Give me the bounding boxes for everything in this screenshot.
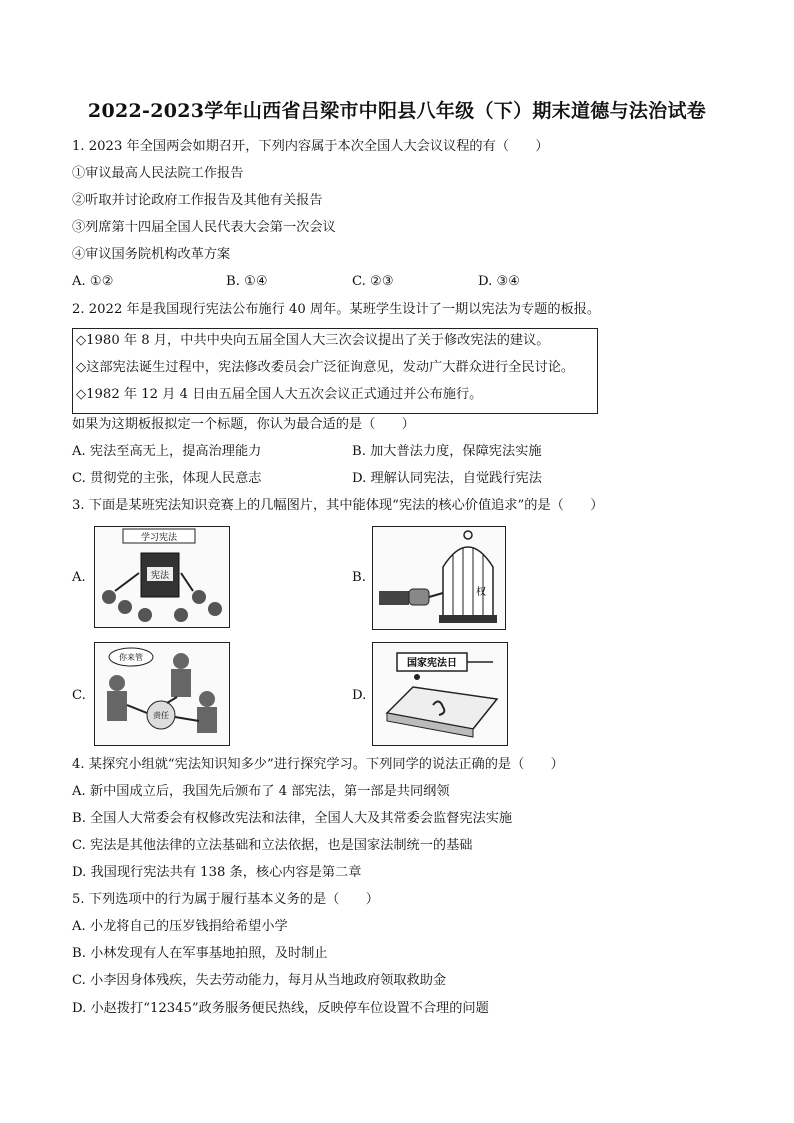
q1-option-d[interactable]: D. ③④	[478, 274, 521, 289]
q5-stem: 5. 下列选项中的行为属于履行基本义务的是（ ）	[72, 892, 379, 907]
q2-board-line-2: ◇这部宪法诞生过程中，宪法修改委员会广泛征询意见，发动广大群众进行全民讨论。	[76, 360, 575, 375]
q2-option-b[interactable]: B. 加大普法力度，保障宪法实施	[352, 444, 542, 459]
q2-option-a[interactable]: A. 宪法至高无上，提高治理能力	[72, 444, 262, 459]
q3-label-c[interactable]: C.	[72, 688, 86, 703]
q4-option-d[interactable]: D. 我国现行宪法共有 138 条，核心内容是第二章	[72, 865, 362, 880]
q3-picture-b[interactable]	[372, 526, 506, 630]
q5-option-b[interactable]: B. 小林发现有人在军事基地拍照，及时制止	[72, 946, 328, 961]
q2-board-line-3: ◇1982 年 12 月 4 日由五届全国人大五次会议正式通过并公布施行。	[76, 387, 483, 402]
q5-option-c[interactable]: C. 小李因身体残疾，失去劳动能力，每月从当地政府领取救助金	[72, 973, 447, 988]
q2-board-box	[72, 328, 598, 414]
exam-title: 2022-2023学年山西省吕梁市中阳县八年级（下）期末道德与法治试卷	[87, 100, 707, 122]
pic-c-ball: 责任	[153, 711, 169, 720]
pic-a-book: 宪法	[150, 571, 170, 581]
q1-item-1: ①审议最高人民法院工作报告	[72, 166, 244, 181]
q3-label-a[interactable]: A.	[72, 570, 86, 585]
q1-item-3: ③列席第十四届全国人民代表大会第一次会议	[72, 220, 336, 235]
q1-option-b[interactable]: B. ①④	[226, 274, 268, 289]
q3-stem: 3. 下面是某班宪法知识竞赛上的几幅图片，其中能体现“宪法的核心价值追求”的是（ ）	[72, 498, 604, 513]
pic-d-sign: 国家宪法日	[407, 658, 457, 669]
q1-option-a[interactable]: A. ①②	[72, 274, 114, 289]
q3-picture-d[interactable]	[372, 642, 508, 746]
q3-label-b[interactable]: B.	[352, 570, 366, 585]
q3-label-d[interactable]: D.	[352, 688, 367, 703]
q4-option-b[interactable]: B. 全国人大常委会有权修改宪法和法律，全国人大及其常委会监督宪法实施	[72, 811, 513, 826]
q4-option-c[interactable]: C. 宪法是其他法律的立法基础和立法依据，也是国家法制统一的基础	[72, 838, 473, 853]
q1-item-2: ②听取并讨论政府工作报告及其他有关报告	[72, 193, 323, 208]
q5-option-a[interactable]: A. 小龙将自己的压岁钱捐给希望小学	[72, 919, 288, 934]
pic-a-banner: 学习宪法	[140, 533, 178, 543]
q4-stem: 4. 某探究小组就“宪法知识知多少”进行探究学习。下列同学的说法正确的是（ ）	[72, 757, 564, 772]
q2-board-line-1: ◇1980 年 8 月，中共中央向五届全国人大三次会议提出了关于修改宪法的建议。	[76, 333, 550, 348]
q1-item-4: ④审议国务院机构改革方案	[72, 247, 231, 262]
q3-picture-a[interactable]	[94, 526, 230, 628]
q1-stem: 1. 2023 年全国两会如期召开，下列内容属于本次全国人大会议议程的有（ ）	[72, 139, 549, 154]
q2-option-c[interactable]: C. 贯彻党的主张，体现人民意志	[72, 471, 262, 486]
q5-option-d[interactable]: D. 小赵拨打“12345”政务服务便民热线，反映停车位设置不合理的问题	[72, 1001, 489, 1016]
q2-stem: 2. 2022 年是我国现行宪法公布施行 40 周年。某班学生设计了一期以宪法为专题的板报。	[72, 302, 601, 317]
q4-option-a[interactable]: A. 新中国成立后，我国先后颁布了 4 部宪法，第一部是共同纲领	[72, 784, 450, 799]
q2-option-d[interactable]: D. 理解认同宪法，自觉践行宪法	[352, 471, 542, 486]
q3-picture-c[interactable]	[94, 642, 230, 746]
pic-b-cage: 权	[476, 587, 486, 598]
q1-option-c[interactable]: C. ②③	[352, 274, 394, 289]
q2-question: 如果为这期板报拟定一个标题，你认为最合适的是（ ）	[72, 417, 415, 432]
pic-c-bubble: 你来管	[119, 653, 143, 662]
